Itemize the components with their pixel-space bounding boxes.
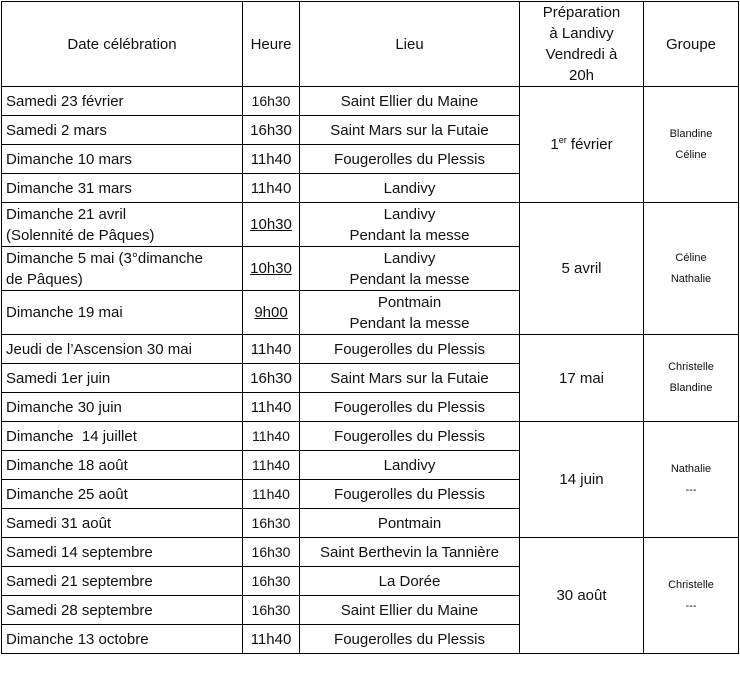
prep-sup: er [558,135,567,145]
row-lieu [300,291,520,335]
header-row [2,2,739,87]
row-date: Samedi 2 mars [2,116,243,145]
group-members [644,422,739,538]
row-heure: 16h30 [243,116,300,145]
row-heure: 16h30 [243,364,300,393]
row-lieu [300,393,520,422]
row-date: Samedi 21 septembre [2,567,243,596]
row-lieu [300,422,520,451]
header-lieu: Lieu [300,2,520,87]
row-lieu-line: Pendant la messe [349,226,470,244]
row-heure: 11h40 [243,335,300,364]
row-date: Dimanche 13 octobre [2,625,243,654]
row-date-line: de Pâques) [6,270,83,288]
row-lieu-line: Saint Ellier du Maine [340,601,479,619]
row-date: Dimanche 25 août [2,480,243,509]
prep-date [520,87,644,203]
row-lieu-line: Landivy [383,179,436,197]
group-member: --- [685,483,697,496]
row-date: Dimanche 10 mars [2,145,243,174]
row-date: Samedi 31 août [2,509,243,538]
group-member: Céline [675,251,707,264]
row-heure: 16h30 [243,538,300,567]
row-date-line: (Solennité de Pâques) [6,226,155,244]
row-lieu-line: Fougerolles du Plessis [334,427,485,445]
row-lieu-line: Fougerolles du Plessis [334,398,485,416]
group-member: Nathalie [670,462,712,475]
row-lieu [300,116,520,145]
row-lieu [300,625,520,654]
header-preparation-line: à Landivy [549,25,614,42]
row-lieu [300,509,520,538]
header-preparation-line: 20h [568,67,595,84]
row-lieu-line: La Dorée [378,572,441,590]
row-date: Samedi 1er juin [2,364,243,393]
header-preparation [520,2,644,87]
table-row [2,203,739,247]
row-date: Samedi 14 septembre [2,538,243,567]
row-heure: 16h30 [243,87,300,116]
row-heure: 11h40 [243,174,300,203]
row-date: Dimanche 30 juin [2,393,243,422]
group-member: Blandine [669,127,713,140]
row-lieu [300,567,520,596]
schedule-table [1,1,739,654]
row-heure: 16h30 [243,567,300,596]
row-date-line: Dimanche 5 mai (3°dimanche [6,249,203,267]
row-lieu [300,480,520,509]
row-heure: 16h30 [243,596,300,625]
row-heure: 10h30 [243,247,300,291]
row-lieu-line: Fougerolles du Plessis [334,485,485,503]
row-lieu [300,174,520,203]
row-lieu-line: Pendant la messe [349,270,470,288]
row-lieu [300,538,520,567]
row-lieu-line: Saint Mars sur la Futaie [330,369,489,387]
row-lieu [300,596,520,625]
group-member: Christelle [668,361,714,373]
row-lieu [300,247,520,291]
prep-month: février [566,136,613,153]
row-date: Jeudi de l’Ascension 30 mai [2,335,243,364]
row-date-line: Dimanche 21 avril [6,205,127,223]
row-heure: 11h40 [243,422,300,451]
row-heure: 11h40 [243,480,300,509]
prep-date: 30 août [520,538,644,654]
row-lieu-line: Fougerolles du Plessis [334,630,485,648]
row-date: Samedi 23 février [2,87,243,116]
row-heure: 11h40 [243,393,300,422]
row-date: Dimanche 31 mars [2,174,243,203]
prep-day: 1 [550,136,559,153]
row-date: Dimanche 14 juillet [2,422,243,451]
group-member: Nathalie [670,272,712,285]
row-lieu [300,364,520,393]
row-lieu [300,335,520,364]
header-preparation-line: Préparation [542,4,621,21]
row-lieu-line: Saint Mars sur la Futaie [330,121,489,139]
group-members [644,538,739,654]
row-heure: 16h30 [243,509,300,538]
row-lieu-line: Landivy [383,456,436,474]
row-lieu [300,87,520,116]
group-member: Céline [675,148,707,161]
group-member: Christelle [668,578,714,591]
prep-date: 17 mai [520,335,644,422]
row-heure: 11h40 [243,625,300,654]
header-heure: Heure [243,2,300,87]
prep-date: 5 avril [520,203,644,335]
table-row [2,422,739,451]
row-lieu-line: Fougerolles du Plessis [334,340,485,358]
table-row [2,335,739,364]
row-lieu [300,145,520,174]
row-lieu-line: Saint Ellier du Maine [340,92,479,110]
row-date [2,203,243,247]
group-members [644,203,739,335]
header-preparation-line: Vendredi à [545,46,618,63]
header-groupe: Groupe [644,2,739,87]
row-lieu-line: Landivy [383,205,436,223]
row-heure: 11h40 [243,145,300,174]
row-date: Samedi 28 septembre [2,596,243,625]
row-date [2,247,243,291]
group-members [644,87,739,203]
header-date: Date célébration [2,2,243,87]
row-lieu [300,203,520,247]
row-date: Dimanche 19 mai [2,291,243,335]
row-heure: 9h00 [243,291,300,335]
group-member: Blandine [669,382,713,394]
row-lieu-line: Saint Berthevin la Tannière [319,543,499,561]
row-lieu-line: Landivy [383,249,436,267]
row-lieu-line: Pontmain [377,293,442,311]
row-lieu-line: Pontmain [377,514,442,532]
row-lieu [300,451,520,480]
prep-date: 14 juin [520,422,644,538]
row-lieu-line: Pendant la messe [349,314,470,332]
row-lieu-line: Fougerolles du Plessis [334,150,485,168]
group-member: --- [685,599,697,612]
row-heure: 11h40 [243,451,300,480]
group-members [644,335,739,422]
table-row [2,87,739,116]
table-row [2,538,739,567]
row-date: Dimanche 18 août [2,451,243,480]
row-heure: 10h30 [243,203,300,247]
